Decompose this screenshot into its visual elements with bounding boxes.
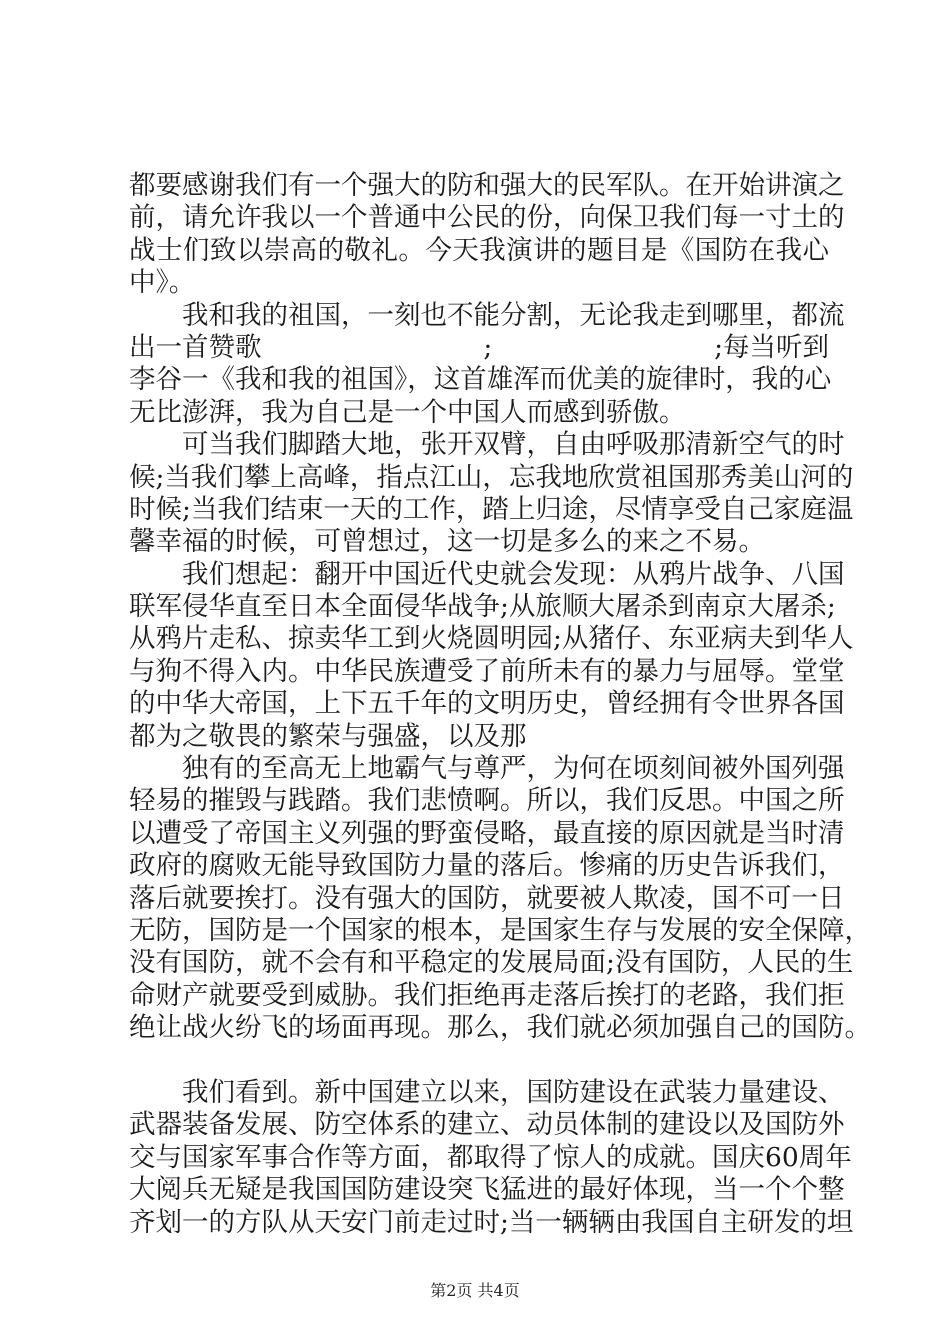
- text-line: 都要感谢我们有一个强大的防和强大的民军队。在开始讲演之: [129, 170, 845, 201]
- text-line: 中》。: [129, 267, 196, 299]
- split-text-line: [129, 332, 829, 364]
- text-line: 无防，国防是一个国家的根本，是国家生存与发展的安全保障，: [129, 914, 871, 946]
- page-number-footer: 第2页 共4页: [430, 1281, 520, 1300]
- text-line: 无比澎湃，我为自己是一个中国人而感到骄傲。: [129, 396, 686, 428]
- paragraph-first-line: 可当我们脚踏大地，张开双臂，自由呼吸那清新空气的时: [182, 429, 845, 461]
- paragraph-first-line: 我们看到。新中国建立以来，国防建设在武装力量建设、: [182, 1076, 845, 1108]
- text-line: 候;当我们攀上高峰，指点江山，忘我地欣赏祖国那秀美山河的: [129, 461, 854, 493]
- text-line: 武器装备发展、防空体系的建立、动员体制的建设以及国防外: [129, 1109, 845, 1141]
- text-line: 轻易的摧毁与践踏。我们悲愤啊。所以，我们反思。中国之所: [129, 785, 845, 817]
- text-line: 没有国防，就不会有和平稳定的发展局面;没有国防，人民的生: [129, 947, 854, 979]
- split-line-left: 出一首赞歌: [129, 331, 262, 363]
- text-line: 以遭受了帝国主义列强的野蛮侵略，最直接的原因就是当时清: [129, 817, 845, 849]
- text-line: 交与国家军事合作等方面，都取得了惊人的成就。国庆60周年: [129, 1141, 852, 1173]
- text-line: 的中华大帝国，上下五千年的文明历史，曾经拥有令世界各国: [129, 688, 845, 720]
- text-line: 前，请允许我以一个普通中公民的份，向保卫我们每一寸土的: [129, 202, 845, 234]
- text-line: 联军侵华直至日本全面侵华战争;从旅顺大屠杀到南京大屠杀;: [129, 591, 836, 623]
- paragraph-first-line: 我们想起：翻开中国近代史就会发现：从鸦片战争、八国: [182, 558, 845, 590]
- text-line: 大阅兵无疑是我国国防建设突飞猛进的最好体现，当一个个整: [129, 1174, 845, 1206]
- paragraph-gap: [129, 1045, 829, 1077]
- text-line: 落后就要挨打。没有强大的国防，就要被人欺凌，国不可一日: [129, 882, 845, 914]
- paragraph-first-line: 独有的至高无上地霸气与尊严，为何在顷刻间被外国列强: [182, 753, 845, 785]
- text-line: 绝让战火纷飞的场面再现。那么，我们就必须加强自己的国防。: [129, 1012, 871, 1044]
- text-line: 都为之敬畏的繁荣与强盛，以及那: [129, 720, 527, 752]
- text-line: 命财产就要受到威胁。我们拒绝再走落后挨打的老路，我们拒: [129, 979, 845, 1011]
- split-line-middle: ;: [483, 331, 493, 363]
- text-line: 与狗不得入内。中华民族遭受了前所未有的暴力与屈辱。堂堂: [129, 655, 845, 687]
- text-line: 从鸦片走私、掠卖华工到火烧圆明园;从猪仔、东亚病夫到华人: [129, 623, 854, 655]
- text-line: 馨幸福的时候，可曾想过，这一切是多么的来之不易。: [129, 526, 765, 558]
- text-line: 时候;当我们结束一天的工作，踏上归途，尽情享受自己家庭温: [129, 493, 854, 525]
- text-line: 李谷一《我和我的祖国》，这首雄浑而优美的旋律时，我的心: [129, 364, 832, 396]
- text-line: 政府的腐败无能导致国防力量的落后。惨痛的历史告诉我们，: [129, 850, 845, 882]
- document-body: [129, 170, 871, 1239]
- paragraph-first-line: 我和我的祖国，一刻也不能分割，无论我走到哪里，都流: [182, 299, 845, 331]
- text-line: 齐划一的方队从天安门前走过时;当一辆辆由我国自主研发的坦: [129, 1206, 854, 1238]
- split-line-right: ;每当听到: [714, 331, 829, 363]
- text-line: 战士们致以崇高的敬礼。今天我演讲的题目是《国防在我心: [129, 234, 829, 266]
